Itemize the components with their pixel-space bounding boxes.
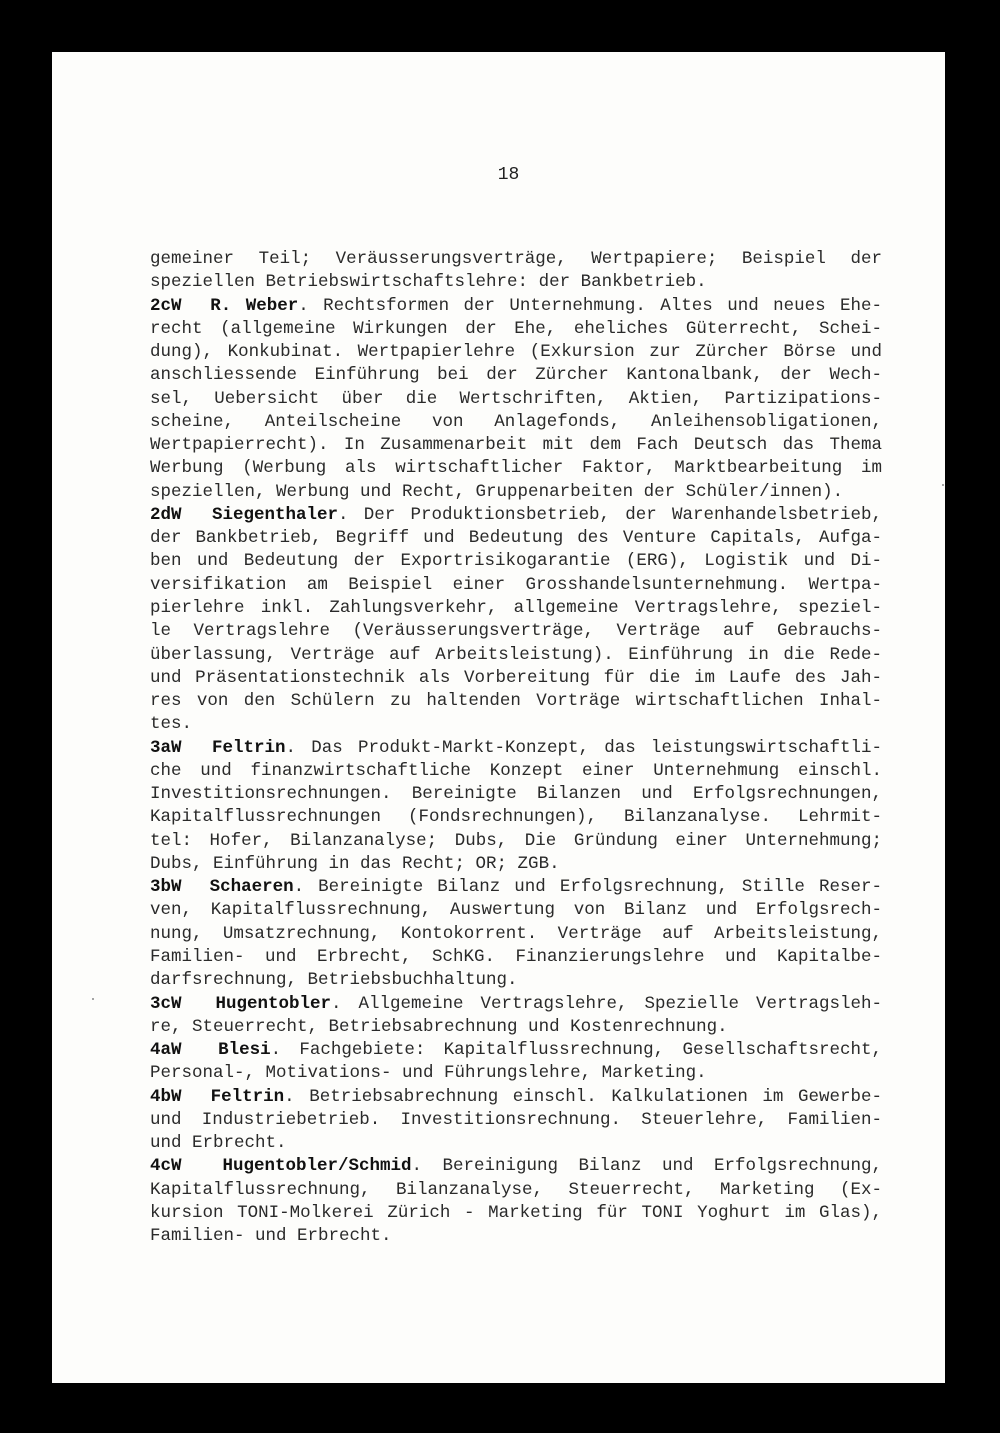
course-entry-3cW: [150, 993, 882, 1040]
line-text: . Bereinigung Bilanz und Erfolgsrechnung,: [411, 1156, 882, 1177]
line-text: . Bereinigte Bilanz und Erfolgsrechnung, Stille Reser-: [293, 877, 882, 898]
text-line: recht (allgemeine Wirkungen der Ehe, eheliches Güterrecht, Schei-: [150, 318, 882, 339]
text-line: Kapitalflussrechnungen (Fondsrechnungen), Bilanzanalyse. Lehrmit-: [150, 807, 882, 828]
class-code: 2cW: [150, 295, 182, 316]
text-line: [150, 295, 882, 318]
text-line: und Präsentationstechnik als Vorbereitung für die im Laufe des Jah-: [150, 667, 882, 688]
text-line: [150, 1086, 882, 1109]
scan-speck: [942, 484, 944, 486]
text-line: [150, 737, 882, 760]
text-line: versifikation am Beispiel einer Grosshandelsunternehmung. Wertpa-: [150, 574, 882, 595]
text-line: Dubs, Einführung in das Recht; OR; ZGB.: [150, 853, 560, 874]
text-line: nung, Umsatzrechnung, Kontokorrent. Verträge auf Arbeitsleistung,: [150, 923, 882, 944]
text-line: scheine, Anteilscheine von Anlagefonds, Anleihensobligationen,: [150, 411, 882, 432]
text-line: Investitionsrechnungen. Bereinigte Bilanzen und Erfolgsrechnungen,: [150, 784, 882, 805]
teacher-name: Siegenthaler: [211, 504, 338, 525]
paragraph-continuation: [150, 248, 882, 295]
teacher-name: Blesi: [218, 1040, 271, 1061]
class-code: 4aW: [150, 1040, 182, 1061]
text-line: überlassung, Verträge auf Arbeitsleistung). Einführung in die Rede-: [150, 644, 882, 665]
text-line: gemeiner Teil; Veräusserungsverträge, Wertpapiere; Beispiel der: [150, 249, 882, 269]
teacher-name: Feltrin: [211, 737, 286, 758]
text-line: [150, 504, 882, 527]
class-code: 4bW: [150, 1086, 182, 1107]
course-entry-3bW: [150, 876, 882, 992]
text-line: darfsrechnung, Betriebsbuchhaltung.: [150, 970, 518, 991]
text-line: tel: Hofer, Bilanzanalyse; Dubs, Die Gründung einer Unternehmung;: [150, 830, 882, 851]
line-text: . Der Produktionsbetrieb, der Warenhandelsbetrieb,: [338, 504, 882, 525]
text-line: sel, Uebersicht über die Wertschriften, Aktien, Partizipations-: [150, 388, 882, 409]
line-text: . Fachgebiete: Kapitalflussrechnung, Gesellschaftsrecht,: [270, 1040, 882, 1061]
document-body: [150, 248, 882, 1248]
text-line: Personal-, Motivations- und Führungslehre, Marketing.: [150, 1063, 707, 1084]
page-number: 18: [497, 165, 520, 185]
teacher-name: Hugentobler: [215, 993, 331, 1014]
course-entry-2dW: [150, 504, 882, 737]
text-line: tes.: [150, 714, 193, 735]
text-line: speziellen Betriebswirtschaftslehre: der Bankbetrieb.: [150, 272, 707, 293]
text-line: Familien- und Erbrecht.: [150, 1226, 392, 1247]
text-line: ven, Kapitalflussrechnung, Auswertung von Bilanz und Erfolgsrech-: [150, 900, 882, 921]
text-line: der Bankbetrieb, Begriff und Bedeutung des Venture Capitals, Aufga-: [150, 528, 882, 549]
text-line: [150, 1155, 882, 1178]
text-line: dung), Konkubinat. Wertpapierlehre (Exkursion zur Zürcher Börse und: [150, 342, 882, 363]
teacher-name: R. Weber: [210, 295, 299, 316]
class-code: 3bW: [150, 877, 182, 898]
class-code: 2dW: [150, 504, 182, 525]
class-code: 3aW: [150, 737, 182, 758]
text-line: speziellen, Werbung und Recht, Gruppenarbeiten der Schüler/innen).: [150, 481, 844, 502]
course-entry-2cW: [150, 295, 882, 504]
course-entry-4aW: [150, 1039, 882, 1086]
text-line: und Industriebetrieb. Investitionsrechnung. Steuerlehre, Familien-: [150, 1109, 882, 1130]
text-line: Kapitalflussrechnung, Bilanzanalyse, Steuerrecht, Marketing (Ex-: [150, 1179, 882, 1200]
teacher-name: Hugentobler/Schmid: [222, 1156, 412, 1177]
text-line: ben und Bedeutung der Exportrisikogarantie (ERG), Logistik und Di-: [150, 551, 882, 572]
text-line: re, Steuerrecht, Betriebsabrechnung und Kostenrechnung.: [150, 1016, 728, 1037]
course-entry-3aW: [150, 737, 882, 877]
text-line: res von den Schülern zu haltenden Vorträge wirtschaftlichen Inhal-: [150, 691, 882, 712]
course-entry-4cW: [150, 1155, 882, 1248]
text-line: che und finanzwirtschaftliche Konzept einer Unternehmung einschl.: [150, 760, 882, 781]
line-text: . Allgemeine Vertragslehre, Spezielle Vertragsleh-: [331, 993, 882, 1014]
teacher-name: Feltrin: [210, 1086, 285, 1107]
teacher-name: Schaeren: [209, 877, 294, 898]
text-line: Familien- und Erbrecht, SchKG. Finanzierungslehre und Kapitalbe-: [150, 946, 882, 967]
line-text: . Betriebsabrechnung einschl. Kalkulationen im Gewerbe-: [284, 1086, 882, 1107]
class-code: 4cW: [150, 1156, 182, 1177]
text-line: pierlehre inkl. Zahlungsverkehr, allgemeine Vertragslehre, speziel-: [150, 597, 882, 618]
text-line: und Erbrecht.: [150, 1133, 287, 1154]
text-line: Wertpapierrecht). In Zusammenarbeit mit dem Fach Deutsch das Thema: [150, 435, 882, 456]
line-text: . Rechtsformen der Unternehmung. Altes und neues Ehe-: [298, 295, 882, 316]
text-line: kursion TONI-Molkerei Zürich - Marketing für TONI Yoghurt im Glas),: [150, 1202, 882, 1223]
line-text: . Das Produkt-Markt-Konzept, das leistungswirtschaftli-: [285, 737, 882, 758]
course-entry-4bW: [150, 1086, 882, 1156]
scan-speck: [92, 998, 94, 1000]
text-line: le Vertragslehre (Veräusserungsverträge, Verträge auf Gebrauchs-: [150, 621, 882, 642]
document-page: [52, 52, 945, 1383]
text-line: [150, 876, 882, 899]
class-code: 3cW: [150, 993, 182, 1014]
text-line: [150, 1039, 882, 1062]
text-line: anschliessende Einführung bei der Zürcher Kantonalbank, der Wech-: [150, 365, 882, 386]
text-line: [150, 993, 882, 1016]
text-line: Werbung (Werbung als wirtschaftlicher Faktor, Marktbearbeitung im: [150, 458, 882, 479]
